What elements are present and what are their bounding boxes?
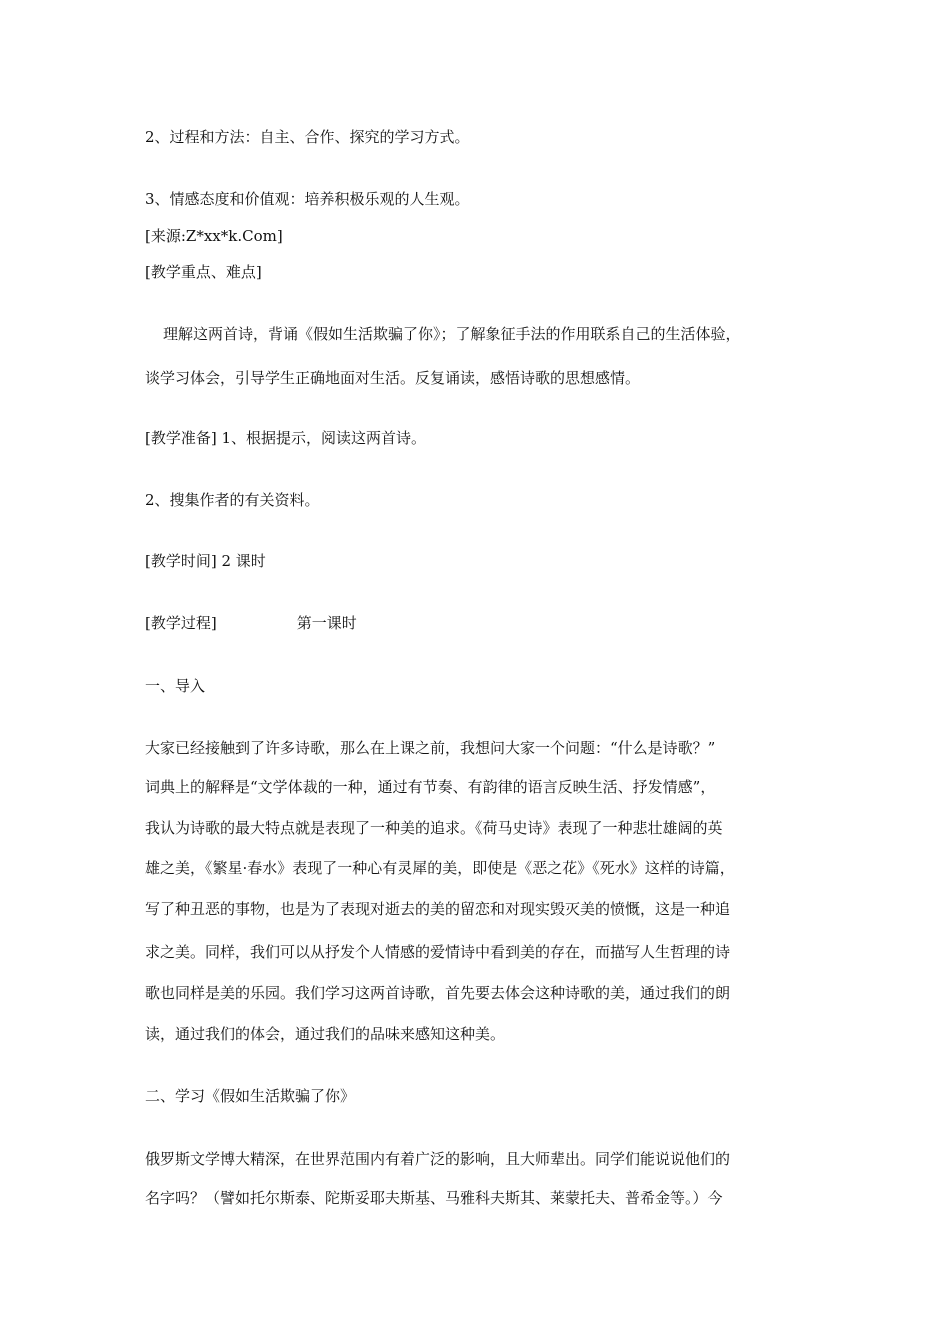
text-line: 求之美。同样，我们可以从抒发个人情感的爱情诗中看到美的存在，而描写人生哲理的诗 [145,943,731,961]
text-line: 名字吗？（譬如托尔斯泰、陀斯妥耶夫斯基、马雅科夫斯其、莱蒙托夫、普希金等。）今 [145,1189,723,1207]
text-line: 我认为诗歌的最大特点就是表现了一种美的追求。《荷马史诗》表现了一种悲壮雄阔的英 [145,819,723,837]
text-line: 2、搜集作者的有关资料。 [145,491,320,509]
text-line: 谈学习体会，引导学生正确地面对生活。反复诵读，感悟诗歌的思想感情。 [145,369,641,387]
process-label: [教学过程] [145,614,217,632]
text-line: 理解这两首诗，背诵《假如生活欺骗了你》；了解象征手法的作用联系自己的生活体验， [163,325,741,343]
text-line: 雄之美，《繁星·春水》表现了一种心有灵犀的美，即使是《恶之花》《死水》这样的诗篇， [145,859,735,877]
text-line: 俄罗斯文学博大精深，在世界范围内有着广泛的影响，且大师辈出。同学们能说说他们的 [145,1150,731,1168]
section-heading [145,613,357,633]
lesson-label: 第一课时 [296,614,357,632]
text-line: [教学准备] 1、根据提示，阅读这两首诗。 [145,429,427,447]
text-line: [来源:Z*xx*k.Com] [145,227,283,245]
text-line: 3、情感态度和价值观：培养积极乐观的人生观。 [145,190,470,208]
text-line: 大家已经接触到了许多诗歌，那么在上课之前，我想问大家一个问题：“什么是诗歌？” [145,739,716,757]
section-heading: 二、学习《假如生活欺骗了你》 [145,1087,356,1105]
text-line: 词典上的解释是“文学体裁的一种，通过有节奏、有韵律的语言反映生活、抒发情感”， [145,778,716,796]
text-line: 写了种丑恶的事物，也是为了表现对逝去的美的留恋和对现实毁灭美的愤慨，这是一种追 [145,900,731,918]
text-line: [教学时间] 2 课时 [145,552,266,570]
section-heading: [教学重点、难点] [145,263,262,281]
text-line: 2、过程和方法：自主、合作、探究的学习方式。 [145,128,470,146]
text-line: 歌也同样是美的乐园。我们学习这两首诗歌，首先要去体会这种诗歌的美，通过我们的朗 [145,984,731,1002]
section-heading: 一、导入 [145,677,206,695]
text-line: 读，通过我们的体会，通过我们的品味来感知这种美。 [145,1025,506,1043]
